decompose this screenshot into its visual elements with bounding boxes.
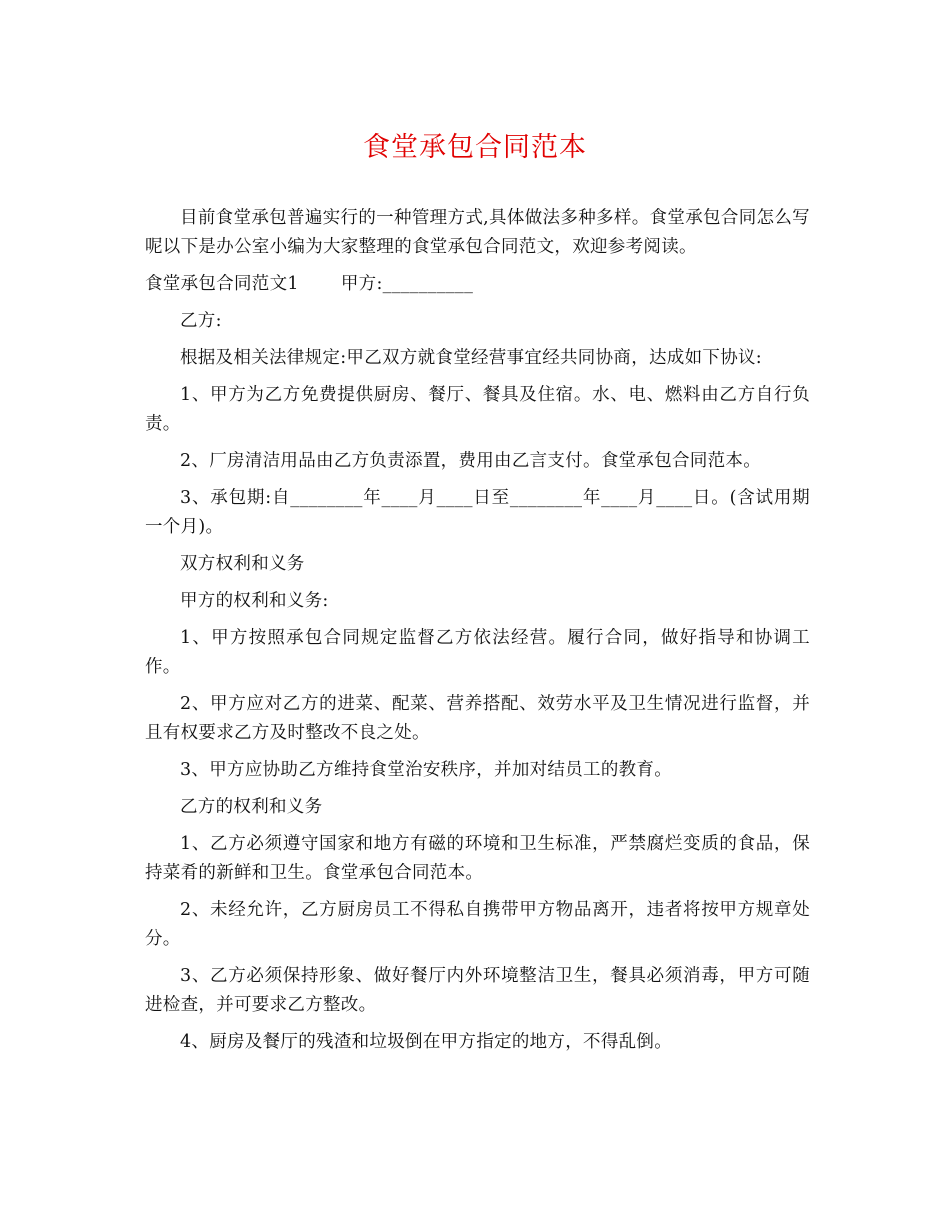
party-b-clause-2: 2、未经允许，乙方厨房员工不得私自携带甲方物品离开，违者将按甲方规章处分。	[145, 900, 810, 949]
party-b-rights-heading: 乙方的权利和义务	[180, 797, 323, 817]
party-a-clause-3: 3、甲方应协助乙方维持食堂治安秩序，并加对结员工的教育。	[180, 760, 673, 780]
party-a-field: 甲方:__________	[340, 274, 474, 294]
agreement-preamble: 根据及相关法律规定:甲乙双方就食堂经营事宜经共同协商，达成如下协议:	[180, 348, 762, 368]
clause-2: 2、厂房清洁用品由乙方负责添置，费用由乙言支付。食堂承包合同范本。	[180, 451, 762, 471]
party-b-clause-1: 1、乙方必须遵守国家和地方有磁的环境和卫生标准，严禁腐烂变质的食品，保持菜肴的新鲜和卫生。食堂承包合同范本。	[145, 834, 810, 883]
contract-sample-label: 食堂承包合同范文1	[145, 274, 299, 294]
party-a-clause-2: 2、甲方应对乙方的进菜、配菜、营养搭配、效劳水平及卫生情况进行监督，并且有权要求乙方及时整改不良之处。	[145, 694, 810, 743]
intro-paragraph: 目前食堂承包普遍实行的一种管理方式,具体做法多种多样。食堂承包合同怎么写呢以下是办公室小编为大家整理的食堂承包合同范文，欢迎参考阅读。	[145, 208, 810, 257]
document-title: 食堂承包合同范本	[363, 132, 587, 163]
party-b-line: 乙方:	[180, 311, 222, 331]
document-body	[145, 204, 810, 1057]
clause-3-term: 3、承包期:自________年____月____日至________年____月____日。(含试用期一个月)。	[145, 488, 810, 537]
party-b-clause-4: 4、厨房及餐厅的残渣和垃圾倒在甲方指定的地方，不得乱倒。	[180, 1032, 673, 1052]
party-b-clause-3: 3、乙方必须保持形象、做好餐厅内外环境整洁卫生，餐具必须消毒，甲方可随进检查，并可要求乙方整改。	[145, 966, 810, 1015]
clause-1: 1、甲方为乙方免费提供厨房、餐厅、餐具及住宿。水、电、燃料由乙方自行负责。	[145, 385, 810, 434]
party-a-rights-heading: 甲方的权利和义务:	[180, 591, 329, 611]
section-heading-rights: 双方权利和义务	[180, 554, 305, 574]
party-a-clause-1: 1、甲方按照承包合同规定监督乙方依法经营。履行合同，做好指导和协调工作。	[145, 628, 810, 677]
contract-heading-line	[145, 270, 810, 299]
